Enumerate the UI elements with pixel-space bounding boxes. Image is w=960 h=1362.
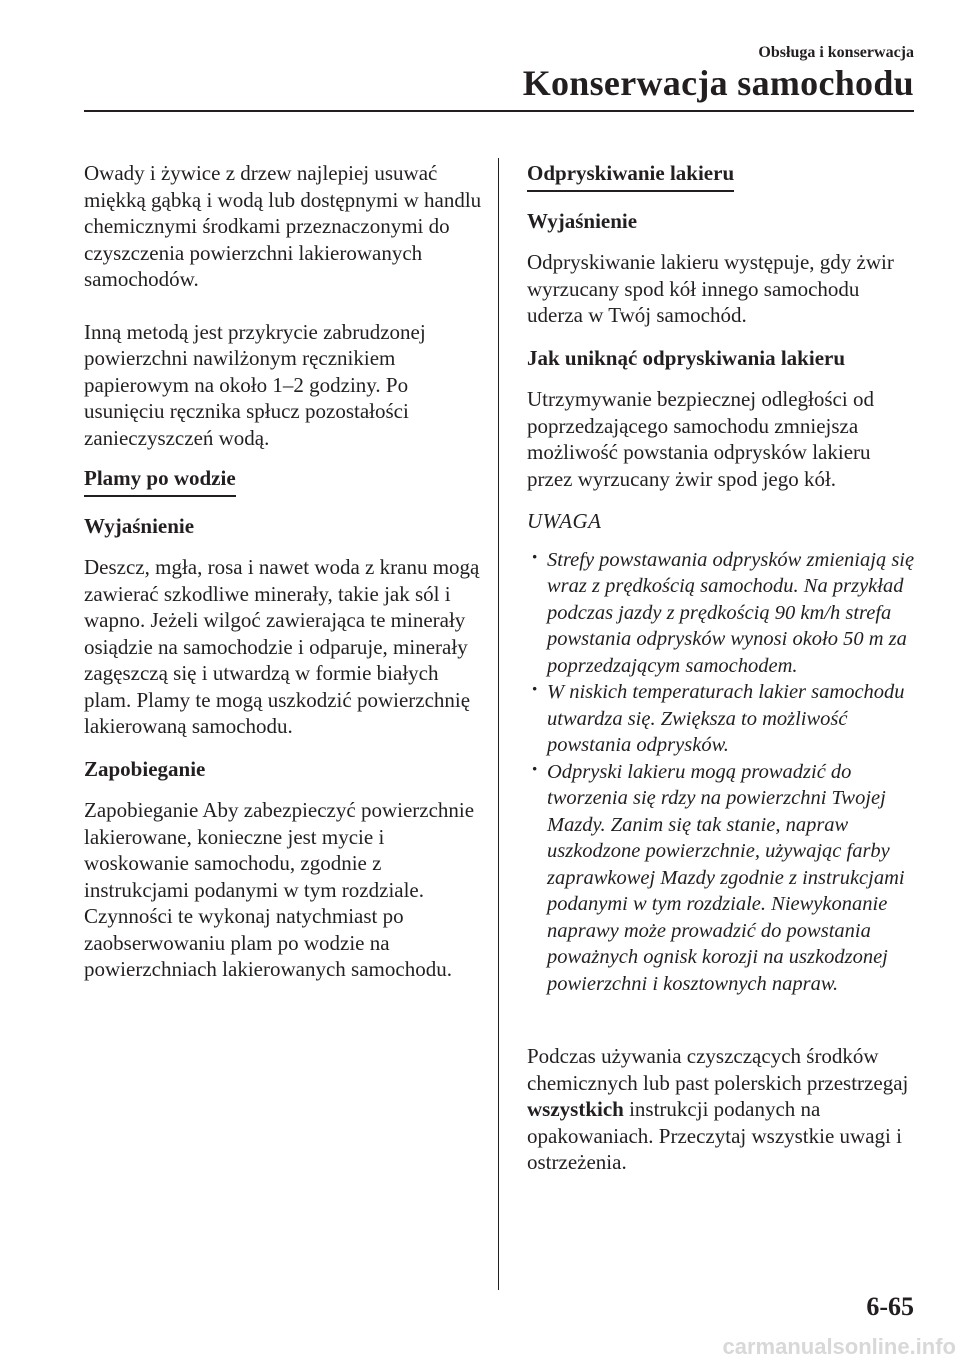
- note-item: · Odpryski lakieru mogą prowadzić do tworzenia się rdzy na powierzchni Twojej Mazdy. Zanim się tak stanie, napraw uszkodzone powierzchnie, używając farby zaprawkowej Mazdy zgodnie z instrukcjami podanymi w tym rozdziale. Niewykonanie naprawy może prowadzić do powstania poważnych ognisk korozji na uszkodzonej powierzchni i kosztownych napraw.: [527, 759, 917, 998]
- watermark-text: carmanualsonline.info: [722, 1334, 956, 1359]
- right-column: [527, 160, 917, 1176]
- note-item: · Strefy powstawania odprysków zmieniają się wraz z prędkością samochodu. Na przykład podczas jazdy z prędkością 90 km/h strefa powstania odprysków wynosi około 50 m za poprzedzającym samochodem.: [527, 547, 917, 680]
- chemicals-text-start: Podczas używania czyszczących środków chemicznych lub past polerskich przestrzegaj: [527, 1044, 909, 1095]
- section-name: Obsługa i konserwacja: [758, 44, 914, 61]
- chemicals-emphasis: wszystkich: [527, 1097, 624, 1121]
- paragraph-distance: Utrzymywanie bezpiecznej odległości od poprzedzającego samochodu zmniejsza możliwość powstania odprysków lakieru przez wyrzucany żwir spod jego kół.: [527, 387, 874, 491]
- note-title: UWAGA: [527, 509, 602, 533]
- paragraph-chipping: Odpryskiwanie lakieru występuje, gdy żwir wyrzucany spod kół innego samochodu uderza w Twój samochód.: [527, 250, 894, 327]
- note-list: [527, 547, 917, 998]
- paragraph-prevention: Zapobieganie Aby zabezpieczyć powierzchnie lakierowane, konieczne jest mycie i woskowanie samochodu, zgodnie z instrukcjami podanymi w tym rozdziale. Czynności te wykonaj natychmiast po zaobserwowaniu plam po wodzie na powierzchniach lakierowanych samochodu.: [84, 798, 475, 981]
- subheading-explanation: Wyjaśnienie: [84, 513, 195, 538]
- paragraph-chemicals: [527, 1043, 917, 1176]
- page-title: Konserwacja samochodu: [522, 63, 914, 103]
- header-rule: [84, 110, 914, 112]
- chemicals-text-end: instrukcji podanych na opakowaniach. Przeczytaj wszystkie uwagi i ostrzeżenia.: [527, 1097, 902, 1174]
- heading-water-spots: Plamy po wodzie: [84, 465, 236, 497]
- subheading-avoid: Jak uniknąć odpryskiwania lakieru: [527, 345, 846, 370]
- page-number: 6-65: [866, 1292, 914, 1321]
- note-item: · W niskich temperaturach lakier samochodu utwardza się. Zwiększa to możliwość powstania odprysków.: [527, 679, 917, 759]
- paragraph-towel: Inną metodą jest przykrycie zabrudzonej powierzchni nawilżonym ręcznikiem papierowym na około 1–2 godziny. Po usunięciu ręcznika spłucz pozostałości zanieczyszczeń wodą.: [84, 319, 426, 450]
- paragraph-insects: Owady i żywice z drzew najlepiej usuwać miękką gąbką i wodą lub dostępnymi w handlu chemicznymi środkami przeznaczonymi do czyszczenia powierzchni lakierowanych samochodów.: [84, 161, 482, 291]
- subheading-explanation: Wyjaśnienie: [527, 208, 638, 233]
- heading-paint-chipping: Odpryskiwanie lakieru: [527, 160, 734, 192]
- column-divider: [498, 158, 499, 1290]
- subheading-prevention: Zapobieganie: [84, 756, 206, 781]
- left-column: [84, 160, 484, 983]
- paragraph-minerals: Deszcz, mgła, rosa i nawet woda z kranu mogą zawierać szkodliwe minerały, takie jak sól i wapno. Jeżeli wilgoć zawierająca te minerały osiądzie na samochodzie i odparuje, minerały zagęszczą się i utwardzą w formie białych plam. Plamy te mogą uszkodzić powierzchnię lakierowaną samochodu.: [84, 555, 480, 738]
